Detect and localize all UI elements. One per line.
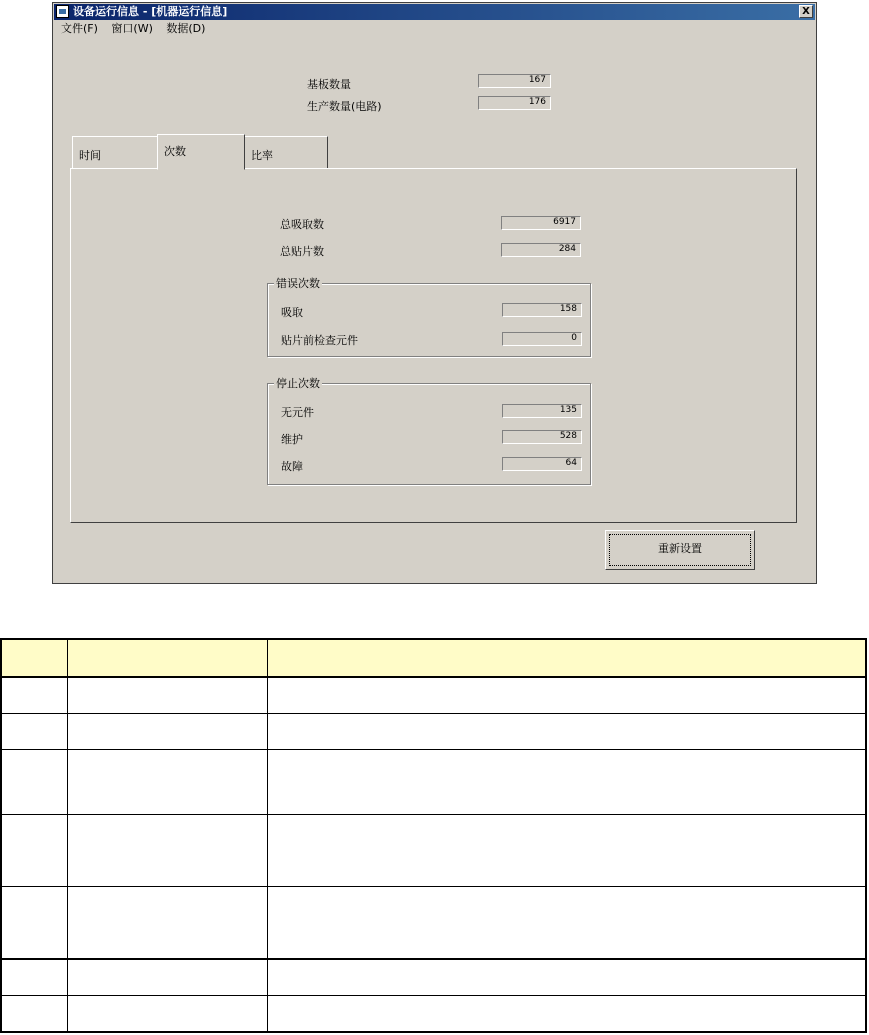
menu-window[interactable]: 窗口(W) [111,22,153,35]
table-cell [267,814,866,887]
menu-data[interactable]: 数据(D) [166,22,206,35]
table-row [1,814,866,887]
error-precheck-label: 贴片前检查元件 [281,334,358,347]
table-header-cell [267,639,866,677]
tab-time-label: 时间 [79,149,101,162]
table-cell [267,677,866,713]
table-header-cell [67,639,267,677]
table-cell [267,996,866,1032]
window-title: 设备运行信息 - [机器运行信息] [73,5,228,18]
reset-button[interactable] [605,530,755,570]
table-header-cell [1,639,67,677]
table-row [1,959,866,995]
error-count-group-title: 错误次数 [276,277,320,290]
table-cell [67,677,267,713]
table-cell [67,750,267,815]
title-bar[interactable] [54,4,815,20]
reset-button-label: 重新设置 [658,542,702,555]
table-cell [67,713,267,749]
table-row [1,677,866,713]
table-cell [267,713,866,749]
production-count-field: 176 [478,96,551,110]
total-place-label: 总贴片数 [280,245,324,258]
table-cell [267,887,866,960]
stop-failure-field: 64 [502,457,582,471]
tab-ratio[interactable] [244,136,328,170]
stop-maintenance-label: 维护 [281,433,303,446]
error-pick-label: 吸取 [281,306,303,319]
table-cell [67,887,267,960]
table-cell [67,814,267,887]
tab-ratio-label: 比率 [251,149,273,162]
description-table [0,638,867,1033]
tab-counts[interactable] [157,134,245,170]
menu-file[interactable]: 文件(F) [61,22,98,35]
total-pick-field: 6917 [501,216,581,230]
table-cell [1,959,67,995]
total-pick-label: 总吸取数 [280,218,324,231]
table-cell [1,750,67,815]
table-cell [1,887,67,960]
stop-no-component-field: 135 [502,404,582,418]
table-cell [267,959,866,995]
error-pick-field: 158 [502,303,582,317]
table-cell [1,713,67,749]
table-cell [1,814,67,887]
production-count-label: 生产数量(电路) [307,100,382,113]
tab-counts-label: 次数 [164,145,186,158]
table-row [1,750,866,815]
table-row [1,713,866,749]
tab-time[interactable] [72,136,158,170]
error-precheck-field: 0 [502,332,582,346]
table-cell [1,996,67,1032]
total-place-field: 284 [501,243,581,257]
table-cell [67,996,267,1032]
table-row [1,887,866,960]
table-cell [267,750,866,815]
stop-failure-label: 故障 [281,460,303,473]
close-button[interactable]: X [799,5,813,18]
board-count-label: 基板数量 [307,78,351,91]
stop-maintenance-field: 528 [502,430,582,444]
table-cell [1,677,67,713]
board-count-field: 167 [478,74,551,88]
stop-count-group-title: 停止次数 [276,377,320,390]
error-count-group [267,277,591,357]
tab-panel-counts [70,168,797,523]
app-icon [56,5,69,18]
table-row [1,996,866,1032]
table-cell [67,959,267,995]
stop-no-component-label: 无元件 [281,406,314,419]
stop-count-group [267,377,591,485]
table-header-row [1,639,866,677]
menu-bar [61,21,215,37]
